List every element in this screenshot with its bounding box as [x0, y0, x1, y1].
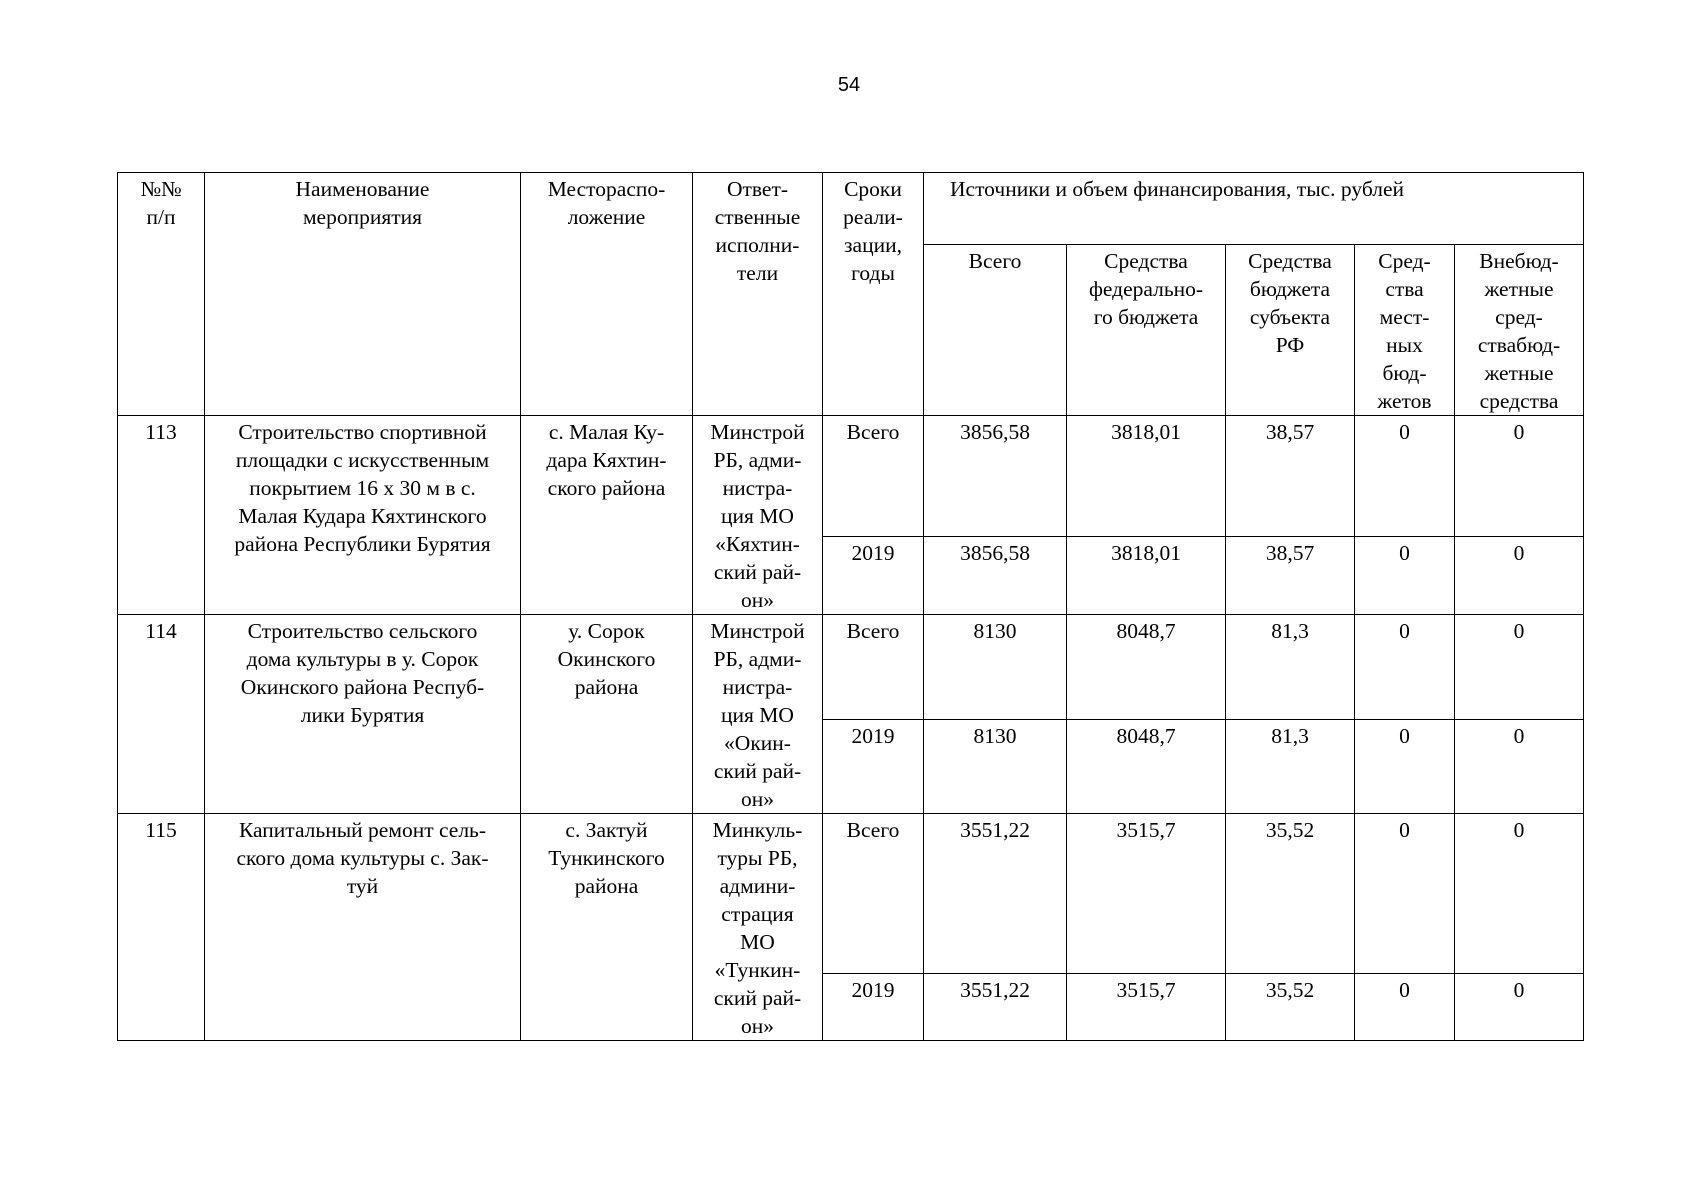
amount-extrabudget: 0: [1455, 537, 1584, 615]
amount-regional: 38,57: [1226, 537, 1355, 615]
amount-extrabudget: 0: [1455, 416, 1584, 537]
amount-extrabudget: 0: [1455, 720, 1584, 814]
amount-local: 0: [1355, 720, 1455, 814]
funding-table: [117, 172, 1584, 1041]
amount-regional: 81,3: [1226, 615, 1355, 720]
table-row: [118, 416, 1584, 537]
header-name: Наименование мероприятия: [205, 173, 521, 416]
page-number: 54: [837, 74, 861, 96]
amount-local: 0: [1355, 974, 1455, 1041]
row-number: 115: [118, 814, 205, 1041]
responsible: Минстрой РБ, адми- нистра- ция МО «Окин- ский рай- он»: [693, 615, 823, 814]
amount-total: 8130: [924, 720, 1067, 814]
amount-federal: 3818,01: [1067, 537, 1226, 615]
period: Всего: [823, 615, 924, 720]
row-number: 113: [118, 416, 205, 615]
measure-name: Капитальный ремонт сель- ского дома культуры с. Зак- туй: [205, 814, 521, 1041]
header-total: Всего: [924, 245, 1067, 416]
header-period: Сроки реали- зации, годы: [823, 173, 924, 416]
period: Всего: [823, 416, 924, 537]
amount-local: 0: [1355, 814, 1455, 974]
row-number: 114: [118, 615, 205, 814]
table-row: [118, 615, 1584, 720]
amount-local: 0: [1355, 615, 1455, 720]
amount-federal: 3818,01: [1067, 416, 1226, 537]
header-federal: Средства федерально- го бюджета: [1067, 245, 1226, 416]
amount-local: 0: [1355, 537, 1455, 615]
header-responsible: Ответ- ственные исполни- тели: [693, 173, 823, 416]
amount-total: 3856,58: [924, 537, 1067, 615]
amount-local: 0: [1355, 416, 1455, 537]
table-row: [118, 814, 1584, 974]
amount-regional: 35,52: [1226, 974, 1355, 1041]
header-num: №№ п/п: [118, 173, 205, 416]
amount-total: 3551,22: [924, 974, 1067, 1041]
period: 2019: [823, 720, 924, 814]
period: 2019: [823, 974, 924, 1041]
amount-regional: 38,57: [1226, 416, 1355, 537]
amount-extrabudget: 0: [1455, 814, 1584, 974]
amount-regional: 81,3: [1226, 720, 1355, 814]
location: с. Зактуй Тункинского района: [521, 814, 693, 1041]
measure-name: Строительство спортивной площадки с искусственным покрытием 16 х 30 м в с. Малая Кудара Кяхтинского района Республики Бурятия: [205, 416, 521, 615]
amount-extrabudget: 0: [1455, 974, 1584, 1041]
header-local: Сред- ства мест- ных бюд- жетов: [1355, 245, 1455, 416]
header-row-1: [118, 173, 1584, 245]
amount-federal: 3515,7: [1067, 814, 1226, 974]
responsible: Минстрой РБ, адми- нистра- ция МО «Кяхтин- ский рай- он»: [693, 416, 823, 615]
amount-total: 3551,22: [924, 814, 1067, 974]
amount-federal: 3515,7: [1067, 974, 1226, 1041]
header-regional: Средства бюджета субъекта РФ: [1226, 245, 1355, 416]
header-funding: Источники и объем финансирования, тыс. рублей: [924, 173, 1584, 245]
header-location: Месторaспо- ложение: [521, 173, 693, 416]
header-extrabudget: Внебюд- жетные сред- ствабюд- жетные средства: [1455, 245, 1584, 416]
amount-federal: 8048,7: [1067, 615, 1226, 720]
location: с. Малая Ку- дара Кяхтин- ского района: [521, 416, 693, 615]
period: Всего: [823, 814, 924, 974]
amount-regional: 35,52: [1226, 814, 1355, 974]
location: у. Сорок Окинского района: [521, 615, 693, 814]
amount-federal: 8048,7: [1067, 720, 1226, 814]
period: 2019: [823, 537, 924, 615]
amount-total: 8130: [924, 615, 1067, 720]
responsible: Минкуль- туры РБ, админи- страция МО «Тункин- ский рай- он»: [693, 814, 823, 1041]
amount-extrabudget: 0: [1455, 615, 1584, 720]
measure-name: Строительство сельского дома культуры в у. Сорок Окинского района Респуб- лики Бурятия: [205, 615, 521, 814]
amount-total: 3856,58: [924, 416, 1067, 537]
